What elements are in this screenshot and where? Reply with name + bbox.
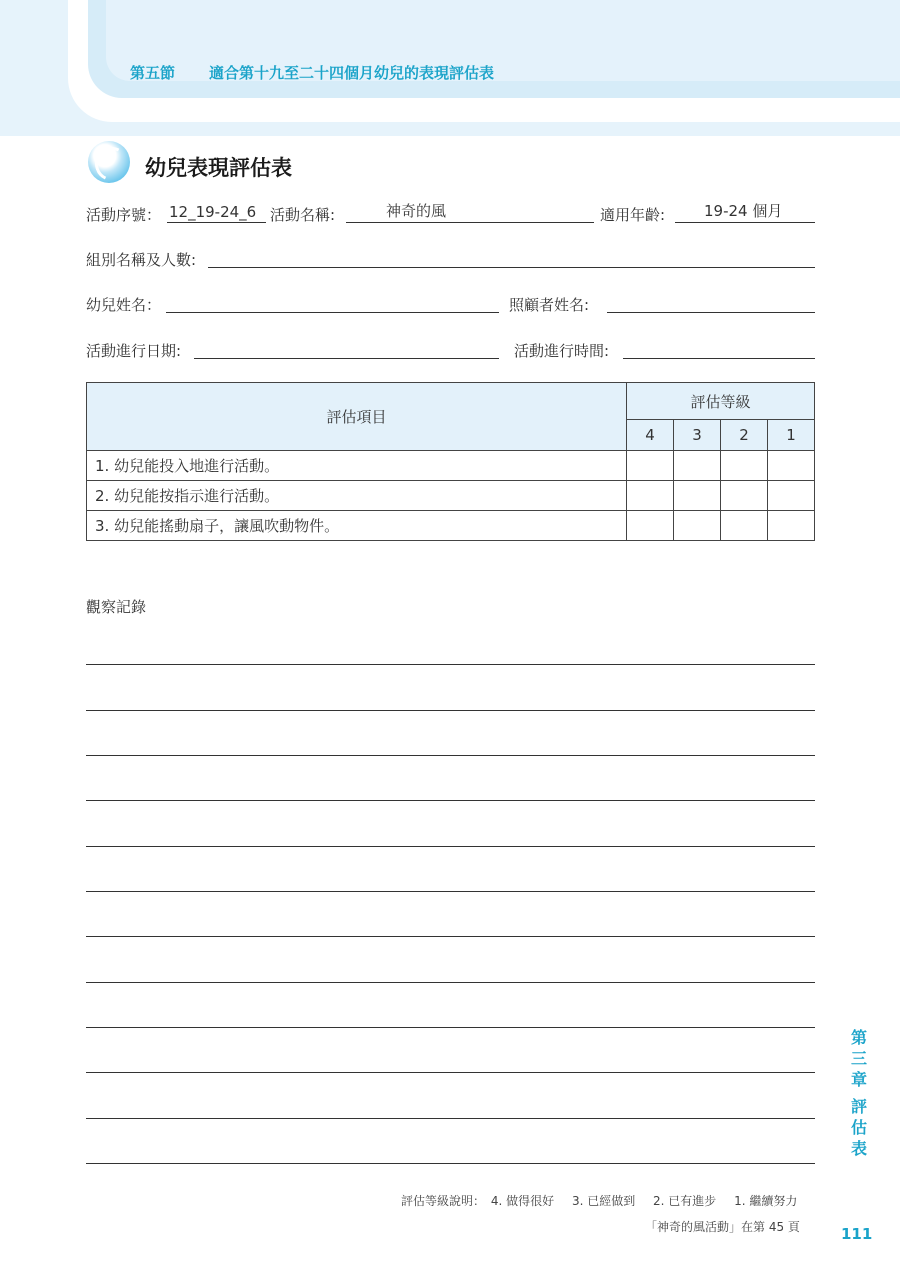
section-header xyxy=(130,62,494,83)
caregiver-label: 照顧者姓名: xyxy=(509,296,590,314)
grade-cell[interactable] xyxy=(674,451,721,481)
activity-name-value: 神奇的風 xyxy=(386,202,447,220)
page-reference: 「神奇的風活動」在第 45 頁 xyxy=(645,1220,800,1234)
item-cell: 3. 幼兒能搖動扇子，讓風吹動物件。 xyxy=(87,511,627,541)
grade-cell[interactable] xyxy=(721,451,768,481)
activity-name-label: 活動名稱: xyxy=(270,206,336,224)
grade-4-header: 4 xyxy=(627,420,674,451)
observation-line[interactable] xyxy=(86,664,815,665)
observation-line[interactable] xyxy=(86,846,815,847)
observation-line[interactable] xyxy=(86,936,815,937)
side-chapter-name xyxy=(850,1096,868,1159)
grade-header: 評估等級 xyxy=(627,383,815,420)
activity-no-value: 12_19-24_6 xyxy=(169,203,257,221)
side-chapter-char: 章 xyxy=(850,1070,867,1089)
item-header: 評估項目 xyxy=(87,383,627,451)
item-cell: 1. 幼兒能投入地進行活動。 xyxy=(87,451,627,481)
grade-cell[interactable] xyxy=(674,481,721,511)
bubble-icon xyxy=(88,141,130,183)
section-number: 第五節 xyxy=(130,64,176,82)
table-row xyxy=(87,451,815,481)
observation-line[interactable] xyxy=(86,1118,815,1119)
table-row xyxy=(87,481,815,511)
page-title: 幼兒表現評估表 xyxy=(145,156,292,180)
item-cell: 2. 幼兒能按指示進行活動。 xyxy=(87,481,627,511)
grade-2-header: 2 xyxy=(721,420,768,451)
observation-label: 觀察記錄 xyxy=(86,598,147,616)
grade-cell[interactable] xyxy=(627,481,674,511)
group-label: 組別名稱及人數: xyxy=(86,251,197,269)
observation-line[interactable] xyxy=(86,755,815,756)
grade-3-header: 3 xyxy=(674,420,721,451)
side-name-char: 表 xyxy=(850,1139,867,1158)
child-name-field[interactable] xyxy=(166,292,499,313)
grade-cell[interactable] xyxy=(768,511,815,541)
legend-item: 2. 已有進步 xyxy=(653,1194,717,1208)
grade-cell[interactable] xyxy=(627,511,674,541)
grade-cell[interactable] xyxy=(721,481,768,511)
section-title: 適合第十九至二十四個月幼兒的表現評估表 xyxy=(209,64,495,82)
legend-item: 1. 繼續努力 xyxy=(734,1194,798,1208)
observation-line[interactable] xyxy=(86,1163,815,1164)
date-label: 活動進行日期: xyxy=(86,342,182,360)
grade-1-header: 1 xyxy=(768,420,815,451)
grade-cell[interactable] xyxy=(768,451,815,481)
observation-line[interactable] xyxy=(86,891,815,892)
grade-legend xyxy=(401,1192,797,1209)
activity-no-label: 活動序號： xyxy=(86,206,162,224)
date-field[interactable] xyxy=(194,338,499,359)
child-name-label: 幼兒姓名： xyxy=(86,296,162,314)
grade-cell[interactable] xyxy=(768,481,815,511)
group-field[interactable] xyxy=(208,247,815,268)
observation-line[interactable] xyxy=(86,982,815,983)
table-row xyxy=(87,511,815,541)
side-chapter-char: 第 xyxy=(850,1028,867,1047)
observation-line[interactable] xyxy=(86,710,815,711)
activity-name-field[interactable] xyxy=(346,202,594,223)
age-field[interactable] xyxy=(675,202,815,223)
side-chapter xyxy=(850,1027,868,1090)
evaluation-table xyxy=(86,382,815,541)
page-number: 111 xyxy=(841,1225,873,1243)
observation-line[interactable] xyxy=(86,1072,815,1073)
observation-line[interactable] xyxy=(86,1027,815,1028)
grade-cell[interactable] xyxy=(627,451,674,481)
activity-no-field[interactable] xyxy=(167,202,266,223)
time-field[interactable] xyxy=(623,338,815,359)
caregiver-field[interactable] xyxy=(607,292,815,313)
time-label: 活動進行時間: xyxy=(514,342,610,360)
side-name-char: 估 xyxy=(850,1118,867,1137)
side-chapter-char: 三 xyxy=(850,1049,867,1068)
legend-item: 3. 已經做到 xyxy=(571,1194,636,1208)
side-name-char: 評 xyxy=(850,1097,867,1116)
grade-cell[interactable] xyxy=(674,511,721,541)
legend-item: 4. 做得很好 xyxy=(490,1194,555,1208)
grade-cell[interactable] xyxy=(721,511,768,541)
age-label: 適用年齡: xyxy=(600,206,666,224)
legend-label: 評估等級說明： xyxy=(401,1194,486,1208)
age-value: 19-24 個月 xyxy=(704,202,783,220)
observation-line[interactable] xyxy=(86,800,815,801)
